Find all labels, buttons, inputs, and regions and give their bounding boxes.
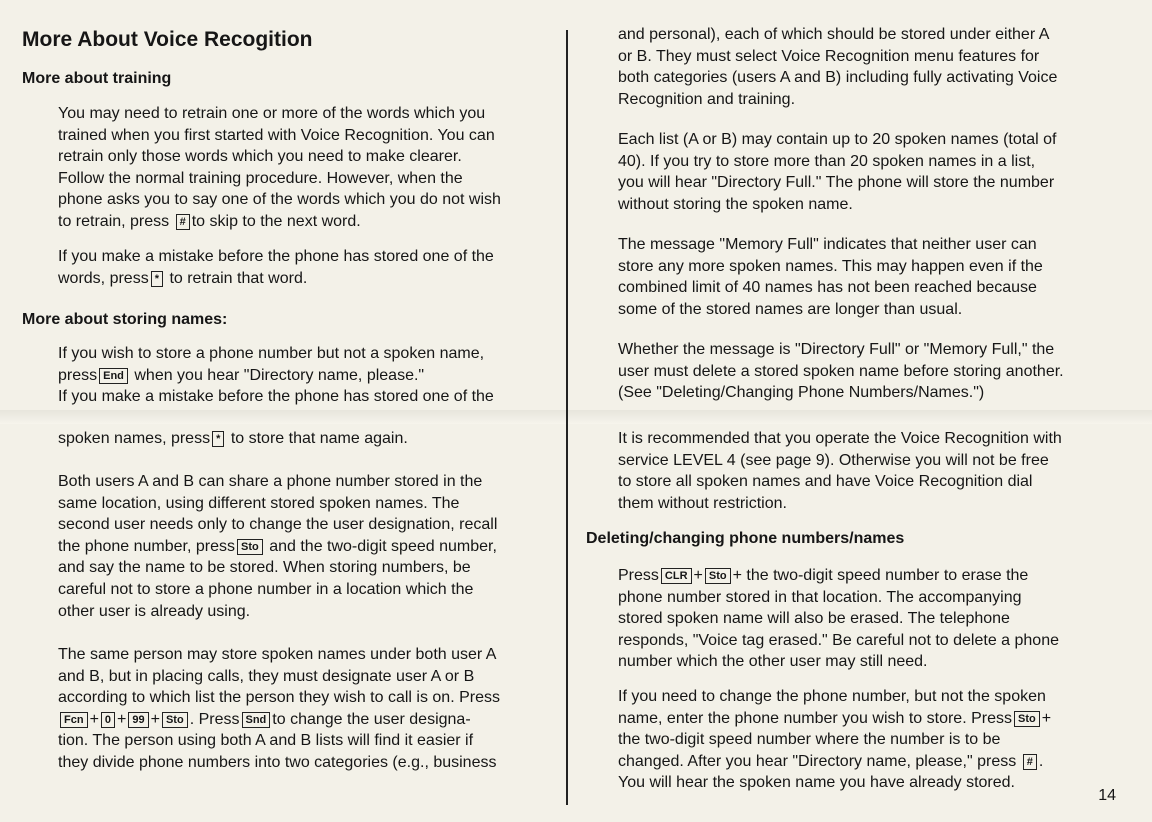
zero-key: 0 — [101, 712, 115, 728]
paragraph-list-limit: Each list (A or B) may contain up to 20 spoken names (total of 40). If you try to store more than 20 spoken names in a list, you will hear "Directory Full." The phone will store the number without storing the spoken name. — [618, 131, 1057, 213]
paragraph-store-no-name: If you wish to store a phone number but not a spoken name, press End when you hear "Directory name, please." If you make a mistake before the phone has stored one of the — [58, 345, 494, 406]
right-page — [568, 0, 1152, 822]
sto-key: Sto — [237, 539, 263, 555]
sto-key: Sto — [1014, 711, 1040, 727]
paragraph-categories: and personal), each of which should be stored under either A or B. They must select Voice Recognition menu features for both categories (users A and B) including fully activating Voice Recognition and training. — [618, 26, 1058, 108]
speed-number-key: 99 — [128, 712, 148, 728]
paragraph-same-person: The same person may store spoken names under both user A and B, but in placing calls, they must designate user A or B according to which list the person they wish to call is on. Press Fcn + 0 + 99 + Sto . Press Snd to change the user designa- tion. The person using both A and B lists will find it easier if they divide phone numbers into two categories (e.g., business — [58, 646, 500, 771]
paragraph-change-number: If you need to change the phone number, but not the spoken name, enter the phone number you wish to store. Press Sto + the two-digit speed number where the number is to be changed. After you hear "Directory name, please," press # . You will hear the spoken name you have already stored. — [618, 688, 1052, 792]
clr-key: CLR — [661, 568, 692, 584]
paragraph-store-again: spoken names, press * to store that name again. — [58, 430, 408, 447]
paragraph-service-level: It is recommended that you operate the Voice Recognition with service LEVEL 4 (see page 9). Otherwise you will not be free to store all spoken names and have Voice Recognition dial them without restriction. — [618, 430, 1062, 512]
page-title: More About Voice Recogition — [22, 28, 313, 51]
pound-key: # — [1023, 754, 1037, 770]
paragraph-erase: Press CLR + Sto + the two-digit speed number to erase the phone number stored in that location. The accompanying stored spoken name will also be erased. The telephone responds, "Voice tag erased." Be careful not to delete a phone number which the other user may still need. — [618, 567, 1059, 671]
paragraph-retrain: You may need to retrain one or more of the words which you trained when you first started with Voice Recognition. You can retrain only those words which you need to make clearer. Follow the normal training procedure. However, when the phone asks you to say one of the words which you do not wish to retrain, press # to skip to the next word. — [58, 105, 501, 230]
end-key: End — [99, 368, 128, 384]
fcn-key: Fcn — [60, 712, 88, 728]
star-key: * — [151, 271, 163, 287]
star-key: * — [212, 431, 224, 447]
page-number: 14 — [1098, 787, 1116, 804]
pound-key: # — [176, 214, 190, 230]
heading-training: More about training — [22, 70, 172, 87]
paragraph-delete-before: Whether the message is "Directory Full" or "Memory Full," the user must delete a stored spoken name before storing another. (See "Deleting/Changing Phone Numbers/Names.") — [618, 341, 1064, 402]
snd-key: Snd — [242, 712, 271, 728]
heading-storing: More about storing names: — [22, 311, 228, 328]
paragraph-mistake: If you make a mistake before the phone has stored one of the words, press * to retrain that word. — [58, 248, 494, 287]
sto-key: Sto — [162, 712, 188, 728]
sto-key: Sto — [705, 568, 731, 584]
paragraph-memory-full: The message "Memory Full" indicates that neither user can store any more spoken names. This may happen even if the combined limit of 40 names has not been reached because some of the stored names are longer than usual. — [618, 236, 1043, 318]
heading-deleting: Deleting/changing phone numbers/names — [586, 530, 905, 547]
left-page — [0, 0, 566, 822]
paragraph-share: Both users A and B can share a phone number stored in the same location, using different stored spoken names. The second user needs only to change the user designation, recall the phone number, press Sto and the two-digit speed number, and say the name to be stored. When storing numbers, be careful not to store a phone number in a location which the other user is already using. — [58, 473, 498, 620]
